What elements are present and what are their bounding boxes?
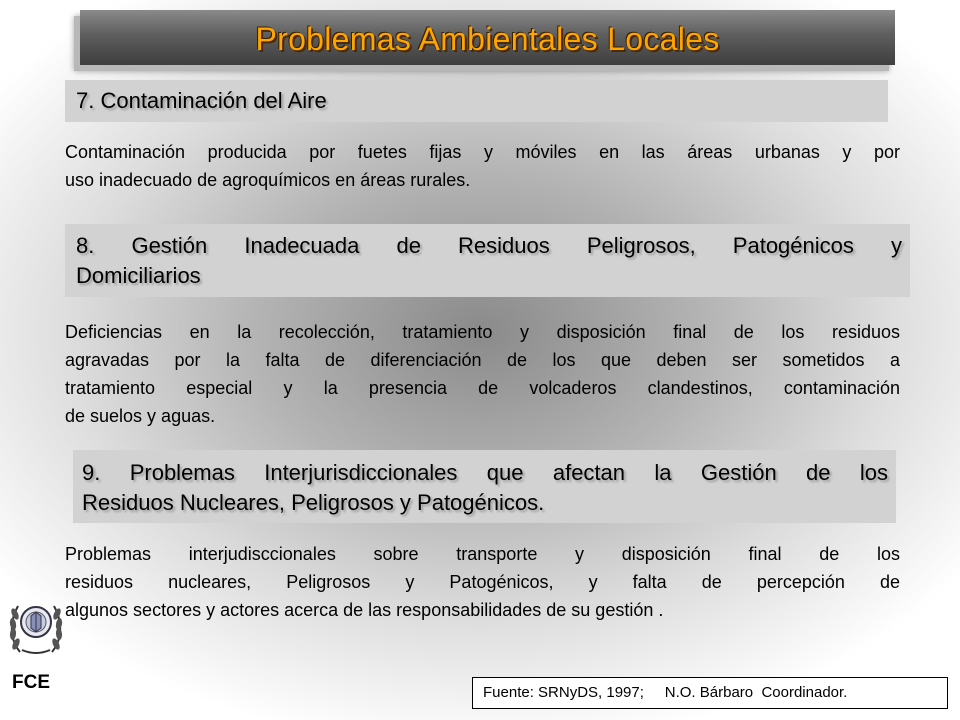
logo-label: FCE — [12, 672, 50, 693]
section-8-heading-line: 8. Gestión Inadecuada de Residuos Peligrosos, Patogénicos y — [76, 233, 902, 258]
section-8-heading-line: Domiciliarios — [76, 263, 201, 288]
source-citation — [472, 677, 948, 709]
section-7-body-line: uso inadecuado de agroquímicos en áreas rurales. — [65, 170, 471, 190]
section-9-body-line: algunos sectores y actores acerca de las responsabilidades de su gestión . — [65, 600, 664, 620]
page-title: Problemas Ambientales Locales — [255, 21, 720, 57]
section-9-heading — [82, 458, 888, 518]
section-8-body-line: tratamiento especial y la presencia de volcaderos clandestinos, contaminación — [65, 378, 900, 398]
section-8-body — [65, 318, 900, 430]
section-9-body — [65, 540, 900, 624]
section-7-heading: 7. Contaminación del Aire — [76, 88, 327, 113]
title-banner — [80, 10, 895, 65]
university-crest-icon — [6, 592, 66, 658]
section-9-heading-line: Residuos Nucleares, Peligrosos y Patogénicos. — [82, 490, 545, 515]
section-8-heading — [76, 231, 902, 291]
section-8-body-line: agravadas por la falta de diferenciación de los que deben ser sometidos a — [65, 350, 900, 370]
section-9-body-line: Problemas interjudisccionales sobre transporte y disposición final de los — [65, 544, 900, 564]
section-8-body-line: Deficiencias en la recolección, tratamiento y disposición final de los residuos — [65, 322, 900, 342]
section-9-body-line: residuos nucleares, Peligrosos y Patogénicos, y falta de percepción de — [65, 572, 900, 592]
section-9-heading-line: 9. Problemas Interjurisdiccionales que afectan la Gestión de los — [82, 460, 888, 485]
section-7-body — [65, 138, 900, 194]
source-text: Fuente: SRNyDS, 1997; N.O. Bárbaro Coordinador. — [483, 684, 848, 701]
section-8-body-line: de suelos y aguas. — [65, 406, 216, 426]
section-7-body-line: Contaminación producida por fuetes fijas y móviles en las áreas urbanas y por — [65, 142, 900, 162]
